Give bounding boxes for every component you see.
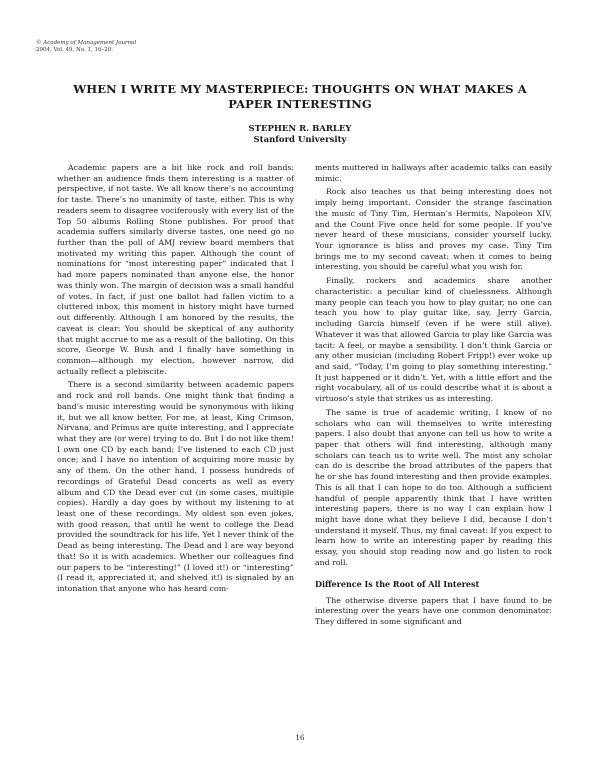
journal-name: © Academy of Management Journal — [36, 40, 137, 46]
body-paragraph: Academic papers are a bit like rock and roll bands: whether an audience finds them interesting is a matter of perspective, if not taste. We all know there’s no accounting for taste. There’s no unanimity of taste, either. This is why readers seem to disagree vociferously with every list of the Top 50 albums Rolling Stone publishes. For proof that academia suffers similarly diverse tastes, one need go no further than the poll of AMJ review board members that motivated my writing this paper. Although the count of nominations for “most interesting paper” indicated that I had more papers nominated than anyone else, the honor was thinly won. The margin of decision was a small handful of votes. In fact, if just one ballot had fallen victim to a cluttered inbox, this moment in history might have turned out differently. Although I am honored by the results, the caveat is clear: You should be skeptical of any authority that might accrue to me as a result of the balloting. On this score, George W. Bush and I finally have something in common—although my election, however narrow, did actually reflect a plebiscite. — [57, 163, 294, 376]
section-heading: Difference Is the Root of All Interest — [315, 578, 480, 589]
author-affiliation: Stanford University — [253, 135, 347, 145]
body-paragraph: There is a second similarity between academic papers and rock and roll bands. One might think that finding a band’s music interesting would be synonymous with liking it, but we all know better. For me, at least, King Crimson, Nirvana, and Primus are quite interesting, and I appreciate what they are (or were) trying to do. But I do not like them! I own one CD by each band; I’ve listened to each CD just once; and I have no intention of acquiring more music by any of them. On the other hand, I possess hundreds of recordings of Grateful Dead concerts as well as every album and CD the Dead ever cut (in some cases, multiple copies). Hardly a day goes by without my listening to at least one of these recordings. My oldest son even jokes, with good reason, that until he went to college the Dead provided the soundtrack for his life. Yet I never think of the Dead as being interesting. The Dead and I are way beyond that! So it is with academics. Whether our colleagues find our papers to be “interesting!” (I loved it!) or “interesting” (I read it, appreciated it, and shelved it!) is signaled by an intonation that anyone who has heard com- — [57, 380, 294, 594]
journal-citation — [36, 40, 136, 54]
body-paragraph: Finally, rockers and academics share another characteristic: a peculiar kind of cluelessness. Although many people can teach you how to play guitar, no one can teach you how to play guitar like, say, Jerry Garcia, including Garcia himself (even if he were still alive). Whatever it was that allowed Garcia to play like Garcia was tacit: A feel, or maybe a sensibility. I don’t think Garcia or any other musician (including Robert Fripp!) ever woke up and said, “Today, I’m going to play something interesting.” It just happened or it didn’t. Yet, with a little effort and the right vocabulary, all of us could describe what it is about a virtuoso’s style that strikes us as interesting. — [315, 276, 552, 404]
body-paragraph: The otherwise diverse papers that I have found to be interesting over the years have one common denominator: They differed in some significant and — [315, 595, 552, 627]
author-block — [60, 124, 540, 146]
author-name: STEPHEN R. BARLEY — [248, 124, 352, 134]
journal-volume: 2004, Vol. 49, No. 1, 16–20. — [36, 47, 114, 53]
article-title: WHEN I WRITE MY MASTERPIECE: THOUGHTS ON WHAT MAKES A PAPER INTERESTING — [73, 82, 527, 111]
body-paragraph: Rock also teaches us that being interesting does not imply being important. Consider the strange fascination the music of Tiny Tim, Herman’s Hermits, Napoleon XIV, and the Count Five once held for some people. If you’ve never heard of these musicians, consider yourself lucky. Your ignorance is bliss and proves my case. Tiny Tim brings me to my second caveat: when it comes to being interesting, you should be careful what you wish for. — [315, 187, 552, 272]
body-paragraph: The same is true of academic writing. I know of no scholars who can will themselves to write interesting papers. I also doubt that anyone can tell us how to write a paper that others will find interesting, although many scholars can teach us to write well. The most any scholar can do is describe the broad attributes of the papers that he or she has found interesting and then provide examples. This is all that I can hope to do too. Although a sufficient handful of people apparently think that I have written interesting papers, there is no way I can explain how I might have done what they believe I did, because I don’t understand it myself. Thus, my final caveat: If you expect to learn how to write an interesting paper by reading this essay, you should stop reading now and go listen to rock and roll. — [315, 407, 552, 567]
continued-paragraph: ments muttered in hallways after academic talks can easily mimic. — [315, 163, 552, 183]
page-number: 16 — [295, 734, 305, 742]
left-column — [57, 163, 294, 598]
right-column — [315, 163, 552, 631]
